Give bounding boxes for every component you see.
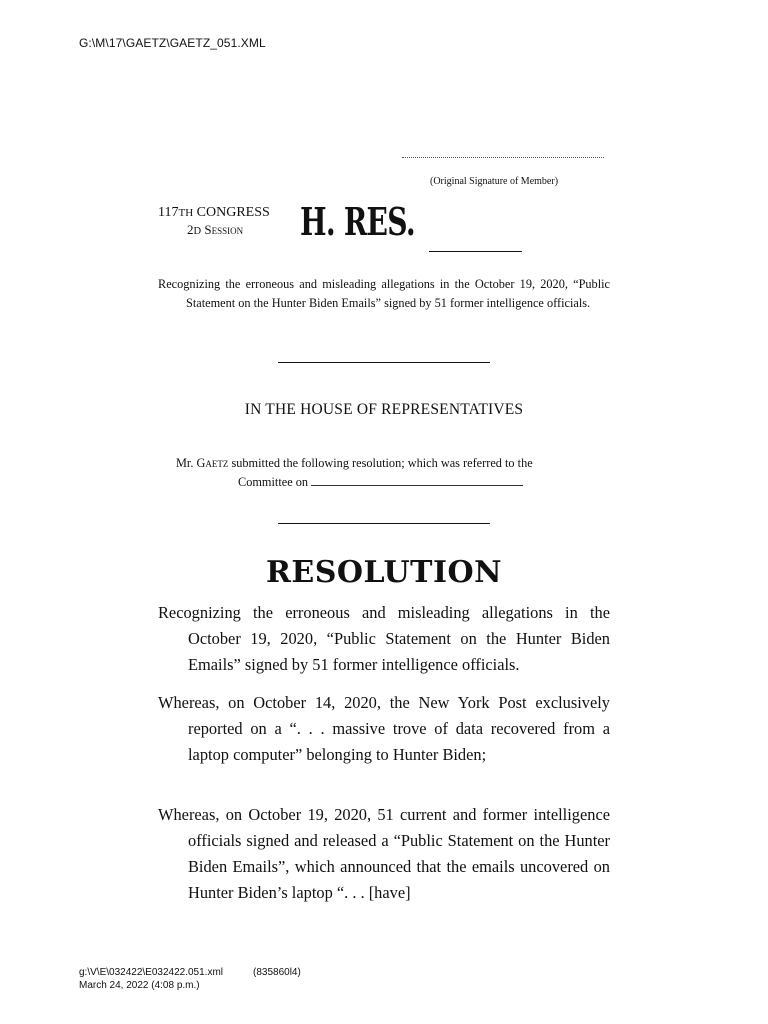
file-path-header: G:\M\17\GAETZ\GAETZ_051.XML — [79, 36, 266, 50]
whereas-clause — [158, 802, 610, 906]
submission-statement — [176, 454, 596, 492]
session-suffix: D — [193, 226, 202, 237]
submission-line-2 — [176, 473, 596, 492]
congress-number: 117 — [158, 205, 179, 220]
congress-word: CONGRESS — [196, 205, 270, 220]
short-title-text: Recognizing the erroneous and misleading allegations in the October 19, 2020, “Public Statement on the Hunter Biden Emails” signed by 51 former intelligence officials. — [158, 277, 610, 310]
footer-code: (835860l4) — [253, 967, 301, 978]
title-paragraph-text: Recognizing the erroneous and misleading allegations in the October 19, 2020, “Public Statement on the Hunter Biden Emails” signed by 51 former intelligence officials. — [158, 603, 610, 674]
footer-timestamp: March 24, 2022 (4:08 p.m.) — [79, 980, 200, 991]
short-title — [158, 275, 610, 313]
whereas-clause-text: Whereas, on October 19, 2020, 51 current and former intelligence officials signed and released a “Public Statement on the Hunter Biden Emails”, which announced that the emails uncovered on Hunter Biden’s laptop “. . . [have] — [158, 805, 610, 902]
chamber-heading: IN THE HOUSE OF REPRESENTATIVES — [244, 401, 524, 418]
committee-label: Committee on — [238, 475, 309, 489]
divider-top — [278, 362, 490, 363]
congress-label — [158, 205, 270, 221]
sponsor-prefix: Mr. — [176, 456, 194, 470]
whereas-clause — [158, 690, 610, 768]
bill-designation: H. RES. — [300, 199, 415, 244]
resolution-title-paragraph — [158, 600, 610, 678]
session-number: 2 — [187, 222, 194, 237]
submission-line-1 — [176, 454, 596, 473]
resolution-heading: RESOLUTION — [265, 555, 503, 590]
sponsor-name: Gaetz — [196, 456, 229, 470]
congress-suffix: TH — [178, 207, 194, 219]
session-label — [187, 222, 243, 240]
committee-blank — [311, 475, 523, 486]
signature-line — [402, 157, 604, 158]
footer-line-1 — [79, 966, 301, 979]
footer-file: g:\V\E\032422\E032422.051.xml — [79, 967, 223, 978]
bill-number-blank — [429, 251, 522, 252]
footer-info — [79, 966, 301, 992]
divider-bottom — [278, 523, 490, 524]
signature-caption: (Original Signature of Member) — [430, 176, 559, 187]
submission-text: submitted the following resolution; which was referred to the — [231, 456, 533, 470]
whereas-clause-text: Whereas, on October 14, 2020, the New York Post exclusively reported on a “. . . massive trove of data recovered from a laptop computer” belonging to Hunter Biden; — [158, 693, 610, 764]
session-word: Session — [204, 222, 244, 237]
